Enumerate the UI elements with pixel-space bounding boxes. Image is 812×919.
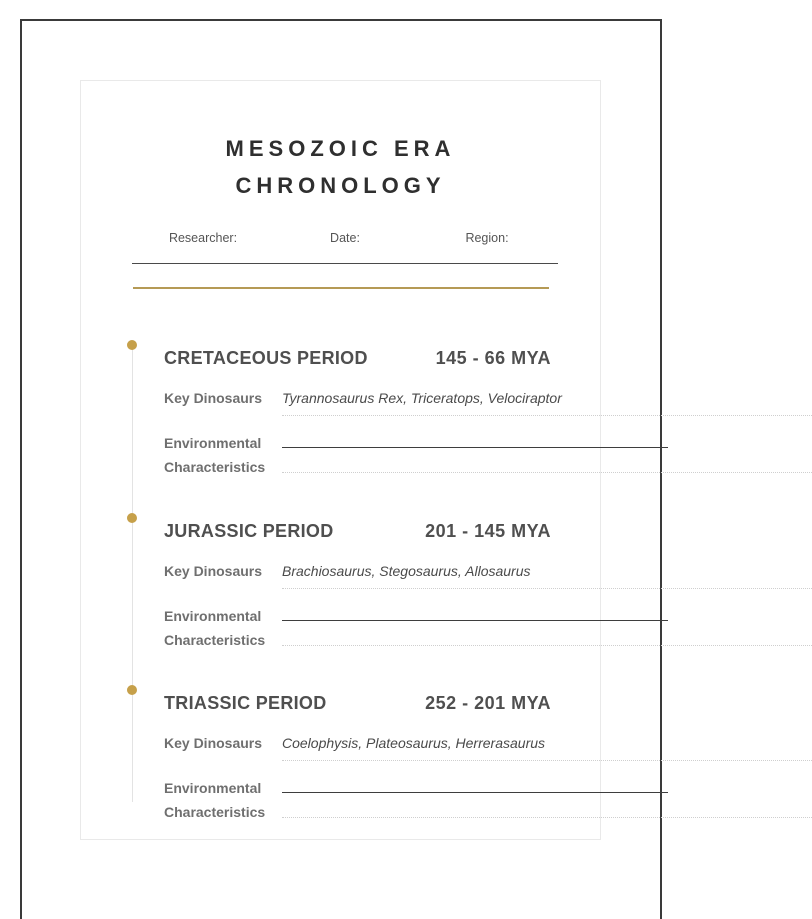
- environmental-characteristics-label: [164, 604, 265, 652]
- environmental-fill-line-solid: [282, 620, 668, 621]
- environmental-fill-line-dotted: [282, 645, 812, 646]
- period-section: [120, 335, 692, 485]
- period-time-range: 145 - 66 MYA: [435, 348, 551, 368]
- environmental-label-line2: Characteristics: [164, 459, 266, 475]
- key-dinosaurs-label: Key Dinosaurs: [164, 735, 263, 751]
- meta-fill-line: [132, 263, 558, 264]
- key-dinosaurs-label: Key Dinosaurs: [164, 390, 263, 406]
- key-dinosaurs-fill-line: [282, 760, 812, 761]
- key-dinosaurs-value: Coelophysis, Plateosaurus, Herrerasaurus: [282, 735, 546, 751]
- period-heading-row: [164, 348, 551, 366]
- page-title-line2: CHRONOLOGY: [235, 173, 446, 198]
- key-dinosaurs-value: Brachiosaurus, Stegosaurus, Allosaurus: [282, 563, 531, 579]
- period-title: JURASSIC PERIOD: [164, 521, 334, 541]
- environmental-label-line2: Characteristics: [164, 804, 266, 820]
- meta-label-date: Date:: [330, 231, 360, 245]
- environmental-characteristics-label: [164, 431, 265, 479]
- key-dinosaurs-fill-line: [282, 415, 812, 416]
- environmental-fill-line-dotted: [282, 817, 812, 818]
- period-title: CRETACEOUS PERIOD: [164, 348, 368, 368]
- period-time-range: 252 - 201 MYA: [425, 693, 551, 713]
- environmental-label-line1: Environmental: [164, 608, 262, 624]
- environmental-fill-line-solid: [282, 447, 668, 448]
- environmental-fill-line-dotted: [282, 472, 812, 473]
- period-time-range: 201 - 145 MYA: [425, 521, 551, 541]
- environmental-label-line2: Characteristics: [164, 632, 266, 648]
- environmental-label-line1: Environmental: [164, 780, 262, 796]
- key-dinosaurs-row: [164, 390, 692, 406]
- page-title: [80, 130, 601, 204]
- environmental-label-line1: Environmental: [164, 435, 262, 451]
- timeline-dot-icon: [127, 340, 137, 350]
- key-dinosaurs-fill-line: [282, 588, 812, 589]
- key-dinosaurs-value: Tyrannosaurus Rex, Triceratops, Velociraptor: [282, 390, 562, 406]
- environmental-characteristics-label: [164, 776, 265, 824]
- environmental-fill-line-solid: [282, 792, 668, 793]
- period-heading-row: [164, 521, 551, 539]
- meta-row: [132, 231, 558, 245]
- period-heading-row: [164, 693, 551, 711]
- period-title: TRIASSIC PERIOD: [164, 693, 327, 713]
- key-dinosaurs-row: [164, 563, 692, 579]
- timeline-dot-icon: [127, 513, 137, 523]
- key-dinosaurs-row: [164, 735, 692, 751]
- meta-label-region: Region:: [465, 231, 509, 245]
- meta-label-researcher: Researcher:: [168, 231, 238, 245]
- key-dinosaurs-label: Key Dinosaurs: [164, 563, 263, 579]
- period-section: [120, 508, 692, 658]
- gold-divider: [133, 287, 549, 289]
- period-section: [120, 680, 692, 830]
- page-title-line1: MESOZOIC ERA: [225, 136, 456, 161]
- timeline-dot-icon: [127, 685, 137, 695]
